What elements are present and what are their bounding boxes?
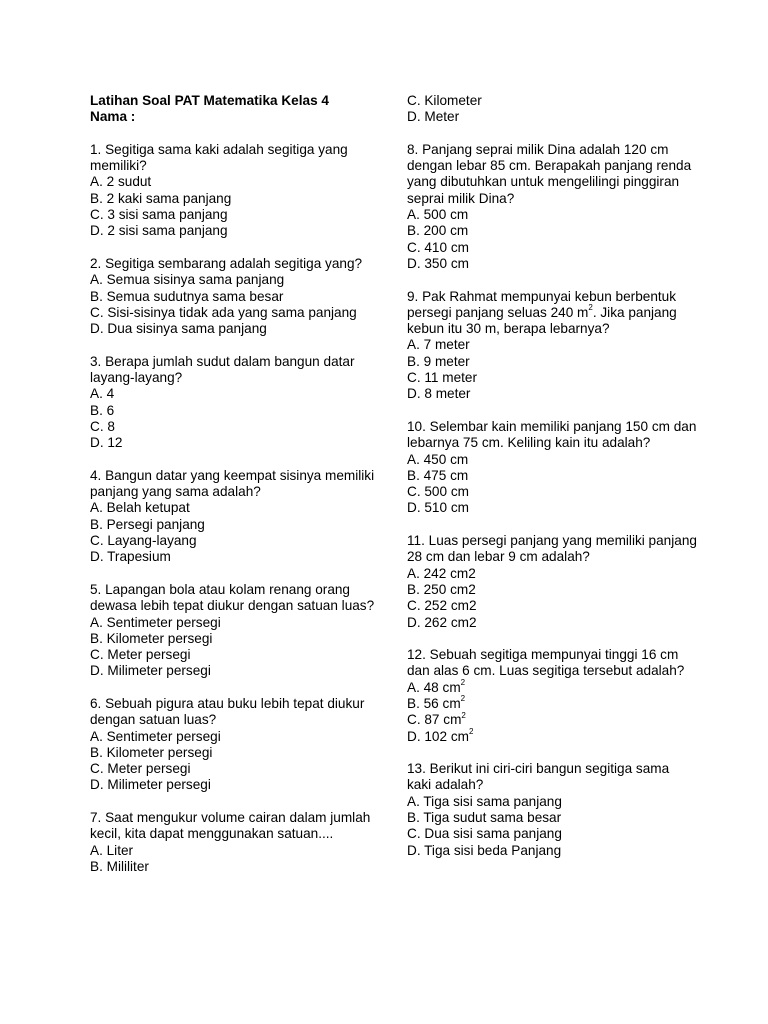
question-12 (407, 647, 697, 745)
option-c: C. Dua sisi sama panjang (407, 826, 562, 842)
document-title: Latihan Soal PAT Matematika Kelas 4 (90, 93, 329, 108)
option-b: B. Tiga sudut sama besar (407, 810, 562, 826)
option-c: C. 500 cm (407, 484, 469, 500)
question-8 (407, 142, 697, 272)
spacer (90, 126, 380, 142)
option-c: C. Meter persegi (90, 647, 191, 663)
left-column (90, 93, 380, 875)
option-d: D. 510 cm (407, 500, 469, 516)
question-10 (407, 419, 697, 517)
option-c: C. Meter persegi (90, 761, 191, 777)
option-a: A. 450 cm (407, 451, 469, 467)
question-text: 3. Berapa jumlah sudut dalam bangun datar layang-layang? (90, 353, 355, 386)
option-text: A. 48 cm (407, 679, 461, 695)
option-c: C. 11 meter (407, 370, 478, 386)
option-c: C. 8 (90, 418, 115, 434)
question-11 (407, 533, 697, 631)
option-b: B. 2 kaki sama panjang (90, 190, 232, 206)
option-text: D. 102 cm (407, 728, 469, 744)
question-2 (90, 256, 380, 337)
option-a: A. Sentimeter persegi (90, 614, 221, 630)
question-3 (90, 354, 380, 452)
option-a: A. 242 cm2 (407, 565, 476, 581)
option-d (407, 729, 697, 745)
option-c: C. Layang-layang (90, 533, 197, 549)
question-text: 4. Bangun datar yang keempat sisinya memiliki panjang yang sama adalah? (90, 467, 375, 500)
question-7 (90, 810, 380, 875)
option-a: A. Sentimeter persegi (90, 728, 221, 744)
question-6 (90, 696, 380, 794)
option-b: B. 475 cm (407, 467, 469, 483)
option-c (407, 712, 697, 728)
option-c: C. 410 cm (407, 239, 469, 255)
option-d: D. Milimeter persegi (90, 777, 211, 793)
option-c: C. Kilometer (407, 93, 482, 108)
question-5 (90, 582, 380, 680)
option-b: B. Mililiter (90, 858, 149, 874)
option-d: D. Meter (407, 109, 460, 125)
option-c: C. Sisi-sisinya tidak ada yang sama panjang (90, 304, 357, 320)
superscript: 2 (461, 710, 466, 720)
option-a (407, 680, 697, 696)
option-text: C. 87 cm (407, 712, 462, 728)
question-text-part: 9. Pak Rahmat mempunyai kebun berbentuk persegi panjang seluas 240 m (407, 288, 677, 320)
option-d: D. 12 (90, 435, 123, 451)
option-a: A. Semua sisinya sama panjang (90, 272, 285, 288)
right-column (407, 93, 697, 875)
option-d: D. Milimeter persegi (90, 663, 211, 679)
option-a: A. 4 (90, 386, 115, 402)
question-4 (90, 468, 380, 566)
question-text: 1. Segitiga sama kaki adalah segitiga yang memiliki? (90, 141, 348, 174)
superscript: 2 (460, 694, 466, 704)
question-text: 2. Segitiga sembarang adalah segitiga yang? (90, 255, 363, 271)
option-d: D. Tiga sisi beda Panjang (407, 842, 562, 858)
option-c: C. 3 sisi sama panjang (90, 207, 228, 223)
question-text-part: . Jika panjang kebun itu 30 m, berapa lebarnya? (407, 304, 677, 337)
option-b: B. 200 cm (407, 223, 469, 239)
question-text (407, 289, 697, 338)
option-a: A. 2 sudut (90, 174, 152, 190)
option-d: D. 262 cm2 (407, 614, 477, 630)
option-b: B. 9 meter (407, 353, 470, 369)
option-a: A. 500 cm (407, 207, 469, 223)
superscript: 2 (468, 727, 474, 737)
option-text: B. 56 cm (407, 695, 461, 711)
question-9 (407, 289, 697, 403)
option-d: D. Dua sisinya sama panjang (90, 321, 267, 337)
question-text: 5. Lapangan bola atau kolam renang orang dewasa lebih tepat diukur dengan satuan luas? (90, 581, 375, 614)
option-d: D. 350 cm (407, 255, 469, 271)
name-label: Nama : (90, 109, 136, 125)
option-d: D. 2 sisi sama panjang (90, 223, 228, 239)
option-d: D. Trapesium (90, 549, 171, 565)
question-text: 8. Panjang seprai milik Dina adalah 120 cm dengan lebar 85 cm. Berapakah panjang renda yang dibutuhkan untuk mengelilingi pinggiran seprai milik Dina? (407, 141, 692, 206)
option-a: A. Tiga sisi sama panjang (407, 793, 562, 809)
option-b: B. Persegi panjang (90, 516, 205, 532)
question-text: 12. Sebuah segitiga mempunyai tinggi 16 cm dan alas 6 cm. Luas segitiga tersebut adalah? (407, 647, 685, 679)
question-text: 11. Luas persegi panjang yang memiliki panjang 28 cm dan lebar 9 cm adalah? (407, 533, 697, 565)
option-a: A. Belah ketupat (90, 500, 190, 516)
question-text: 7. Saat mengukur volume cairan dalam jumlah kecil, kita dapat menggunakan satuan.... (90, 810, 371, 842)
question-text: 13. Berikut ini ciri-ciri bangun segitiga sama kaki adalah? (407, 761, 670, 793)
option-a: A. Liter (90, 842, 134, 858)
question-text: 6. Sebuah pigura atau buku lebih tepat diukur dengan satuan luas? (90, 695, 365, 728)
question-text: 10. Selembar kain memiliki panjang 150 cm dan lebarnya 75 cm. Keliling kain itu adalah? (407, 418, 697, 451)
superscript: 2 (460, 678, 466, 688)
option-b: B. Kilometer persegi (90, 630, 213, 646)
superscript: 2 (588, 303, 593, 313)
option-b (407, 696, 697, 712)
option-c: C. 252 cm2 (407, 598, 477, 614)
option-b: B. Semua sudutnya sama besar (90, 288, 284, 304)
question-13 (407, 761, 697, 859)
option-b: B. Kilometer persegi (90, 744, 213, 760)
question-7-continued (407, 93, 697, 126)
question-1 (90, 142, 380, 240)
option-d: D. 8 meter (407, 386, 471, 402)
option-b: B. 6 (90, 402, 115, 418)
option-a: A. 7 meter (407, 337, 470, 353)
option-b: B. 250 cm2 (407, 581, 476, 597)
